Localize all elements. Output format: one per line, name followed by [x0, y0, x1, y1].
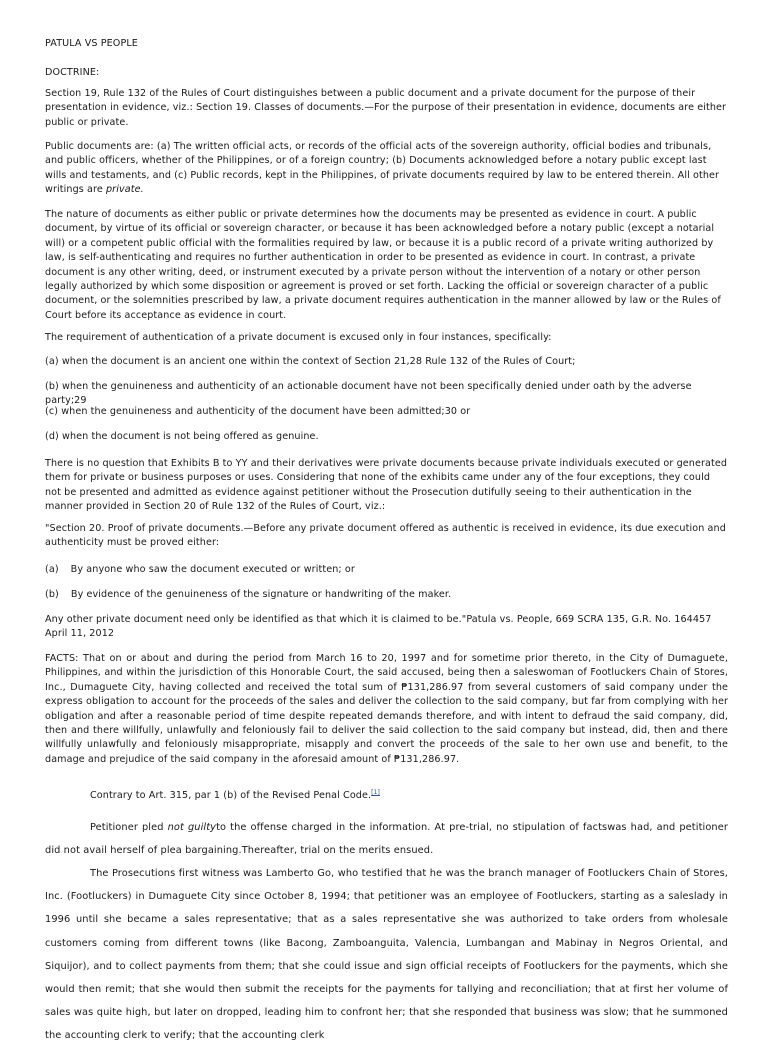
section-20-item-a-text: By anyone who saw the document executed or written; or [70, 564, 355, 575]
doctrine-paragraph-2-emphasis: private. [105, 184, 144, 196]
pled-emphasis: not guilty [167, 822, 217, 833]
exception-item-a: (a) when the document is an ancient one within the context of Section 21,28 Rule 132 of the Rules of Court; [45, 356, 576, 367]
section-20-paragraph: "Section 20. Proof of private documents.—Before any private document offered as authentic is received in evidence, its due execution and authenticity must be proved either: [45, 523, 726, 549]
contrary-text: Contrary to Art. 315, par 1 (b) of the Revised Penal Code. [90, 790, 372, 802]
pled-paragraph [45, 816, 728, 862]
doctrine-paragraph-2-text: Public documents are: (a) The written official acts, or records of the official acts of the sovereign authority, official bodies and tribunals, and public officers, whether of the Philippines, or of a foreign country; (b) Documents acknowledged before a notary public except last wills and testaments, and (c) Public records, kept in the Philippines, of private documents required by law to be entered therein. All other writings are [45, 141, 720, 196]
contrary-line [90, 786, 730, 804]
exception-item-c: (c) when the genuineness and authenticity of the document have been admitted;30 or [45, 406, 471, 417]
section-20-item-b [45, 588, 728, 602]
section-20-item-b-label: (b) [45, 589, 59, 600]
prosecution-paragraph: The Prosecutions first witness was Lamberto Go, who testified that he was the branch manager of Footluckers Chain of Stores, Inc. (Footluckers) in Dumaguete City since October 8, 1994; that petitioner was an employee of Footluckers, starting as a saleslady in 1996 until she became a sales representative; that as a sales representative she was authorized to take orders from wholesale customers coming from different towns (like Bacong, Zamboanguita, Valencia, Lumbangan and Mabinay in Negros Oriental, and Siquijor), and to collect payments from them; that she could issue and sign official receipts of Footluckers for the payments, which she would then remit; that she would then submit the receipts for the payments for tallying and reconciliation; that at first her volume of sales was quite high, but later on dropped, leading him to confront her; that she responded that business was slow; that he summoned the accounting clerk to verify; that the accounting clerk [45, 868, 728, 1042]
exception-item-b: (b) when the genuineness and authenticity of an actionable document have not been specifically denied under oath by the adverse party;29 [45, 381, 692, 407]
pled-text-2: to the offense charged in the information. At pre-trial, no stipulation of factswas had, and petitioner did not avail herself of plea bargaining.Thereafter, trial on the merits ensued. [45, 822, 728, 857]
facts-paragraph: FACTS: That on or about and during the period from March 16 to 20, 1997 and for sometime prior thereto, in the City of Dumaguete, Philippines, and within the jurisdiction of this Honorable Court, the said accused, being then a saleswoman of Footluckers Chain of Stores, Inc., Dumaguete City, having collected and received the total sum of ₱131,286.97 from several customers of said company under the express obligation to account for the proceeds of the sales and deliver the collection to the said company, but far from complying with her obligation and after a reasonable period of time despite repeated demands therefore, and with intent to defraud the said company, did, then and there willfully, unlawfully and feloniously fail to deliver the said collection to the said company but instead, did, then and there willfully unlawfully and feloniously misappropriate, misapply and convert the proceeds of the sale to her own use and benefit, to the damage and prejudice of the said company in the aforesaid amount of ₱131,286.97. [45, 653, 728, 765]
pled-text-1: Petitioner pled [90, 822, 168, 833]
doctrine-paragraph-2 [45, 140, 728, 198]
doctrine-label: DOCTRINE: [45, 67, 100, 78]
exception-item-d: (d) when the document is not being offered as genuine. [45, 431, 319, 442]
section-20-item-b-text: By evidence of the genuineness of the signature or handwriting of the maker. [70, 589, 452, 600]
document-title: PATULA VS PEOPLE [45, 38, 138, 49]
section-20-item-a [45, 563, 728, 577]
section-20-item-a-label: (a) [45, 564, 59, 575]
doctrine-paragraph-7: Any other private document need only be identified as that which it is claimed to be."Patula vs. People, 669 SCRA 135, G.R. No. 164457 April 11, 2012 [45, 614, 712, 640]
doctrine-paragraph-3: The nature of documents as either public or private determines how the documents may be presented as evidence in court. A public document, by virtue of its official or sovereign character, or because it has been acknowledged before a notary public (except a notarial will) or a competent public official with the formalities required by law, or because it is a public record of a private writing authorized by law, is self-authenticating and requires no further authentication in order to be presented as evidence in court. In contrast, a private document is any other writing, deed, or instrument executed by a private person without the intervention of a notary or other person legally authorized by which some disposition or agreement is proved or set forth. Lacking the official or sovereign character of a public document, or the solemnities prescribed by law, a private document requires authentication in the manner allowed by law or the Rules of Court before its acceptance as evidence in court. [45, 209, 721, 321]
footnote-link[interactable]: [1] [371, 789, 380, 796]
doctrine-paragraph-1: Section 19, Rule 132 of the Rules of Court distinguishes between a public document and a private document for the purpose of their presentation in evidence, viz.: Section 19. Classes of documents.—For the purpose of their presentation in evidence, documents are either public or private. [45, 88, 727, 128]
doctrine-paragraph-4: The requirement of authentication of a private document is excused only in four instances, specifically: [45, 332, 552, 343]
doctrine-paragraph-5: There is no question that Exhibits B to YY and their derivatives were private documents because private individuals executed or generated them for private or business purposes or uses. Considering that none of the exhibits came under any of the four exceptions, they could not be presented and admitted as evidence against petitioner without the Prosecution dutifully seeing to their authentication in the manner provided in Section 20 of Rule 132 of the Rules of Court, viz.: [45, 458, 728, 513]
